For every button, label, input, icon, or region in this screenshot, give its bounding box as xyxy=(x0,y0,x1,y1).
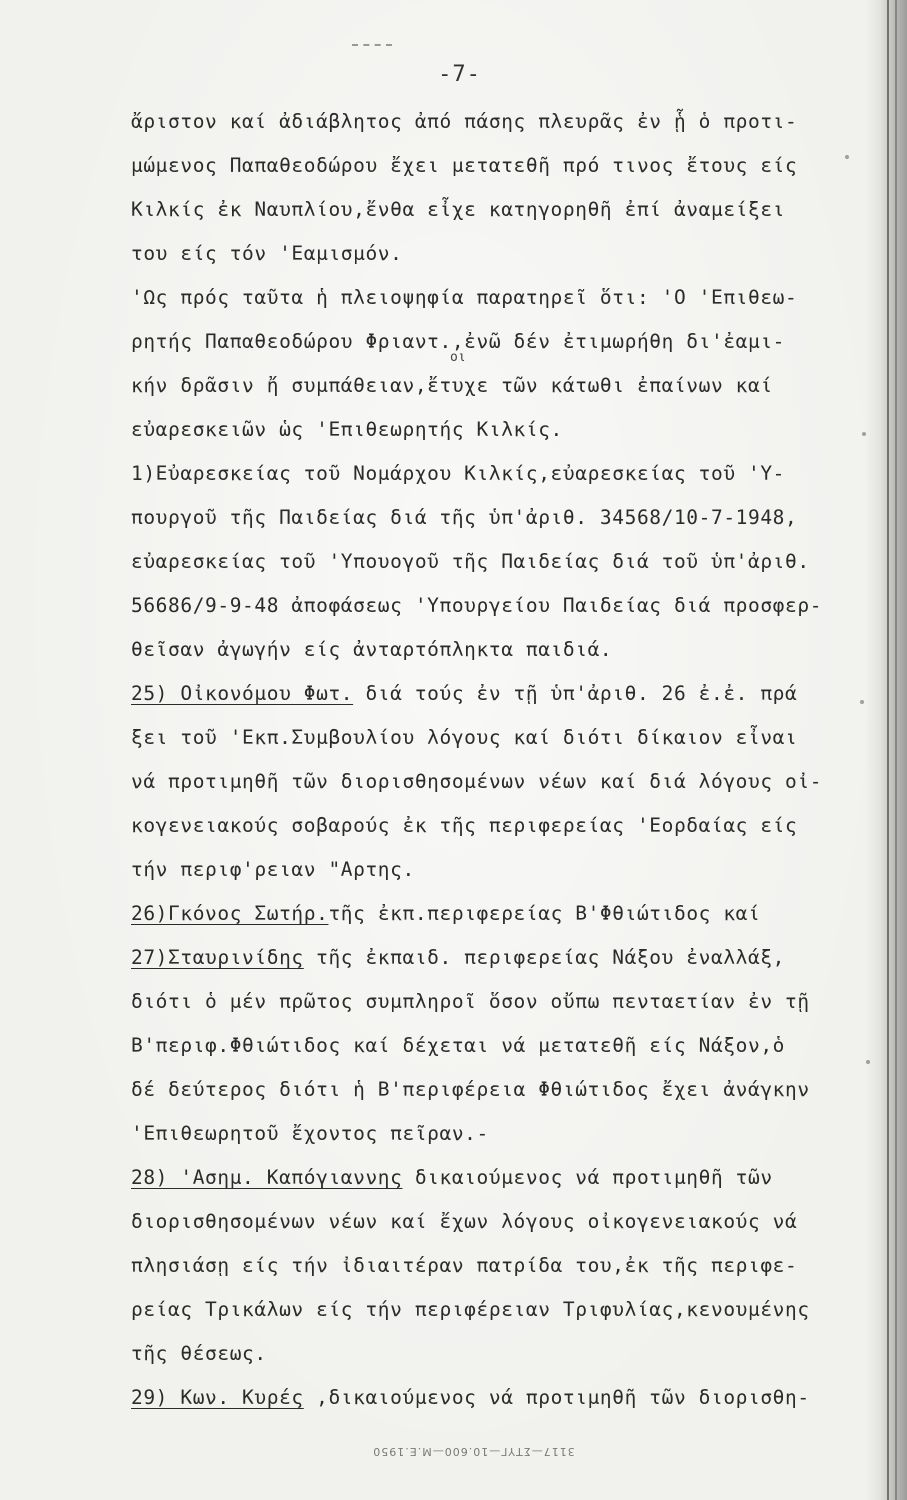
page-number: -7- xyxy=(438,62,481,87)
text-segment: 56686/9-9-48 ἀποφάσεως 'Υπουργείου Παιδείας διά προσφερ- xyxy=(131,594,823,617)
text-line xyxy=(131,1332,851,1376)
text-line xyxy=(131,1156,851,1200)
text-line xyxy=(131,980,851,1024)
text-line xyxy=(131,760,851,804)
text-line xyxy=(131,1024,851,1068)
text-segment: διορισθησομένων νέων καί ἔχων λόγους οἰκογενειακούς νά xyxy=(131,1210,798,1233)
text-segment: ,δικαιούμενος νά προτιμηθῆ τῶν διορισθη- xyxy=(303,1386,810,1409)
text-segment: ρείας Τρικάλων είς τήν περιφέρειαν Τριφυλίας,κενουμένης xyxy=(131,1298,810,1321)
typed-body-text xyxy=(131,100,851,1420)
printer-imprint: 3117—ΣΤΥΓ—10.600—Μ.Ε.1950 xyxy=(372,1445,575,1458)
margin-speck xyxy=(845,155,849,159)
text-line xyxy=(131,452,851,496)
interlinear-correction: οι xyxy=(450,350,466,365)
underlined-name: 28) 'Ασημ. Καπόγιαννης xyxy=(131,1166,403,1189)
text-segment: εὐαρεσκείας τοῦ 'Υπουογοῦ τῆς Παιδείας διά τοῦ ὑπ'ἀριθ. xyxy=(131,550,810,573)
text-line xyxy=(131,892,851,936)
text-line xyxy=(131,144,851,188)
text-segment: τῆς θέσεως. xyxy=(131,1342,267,1365)
text-line xyxy=(131,1068,851,1112)
top-dash-marks xyxy=(352,44,392,49)
text-line xyxy=(131,276,851,320)
margin-speck xyxy=(862,432,866,436)
text-segment: ἄριστον καί ἀδιάβλητος ἀπό πάσης πλευρᾶς ἐν ᾗ ὁ προτι- xyxy=(131,110,798,133)
binding-rule xyxy=(895,0,897,1500)
text-segment: 1)Εὐαρεσκείας τοῦ Νομάρχου Κιλκίς,εὐαρεσκείας τοῦ 'Υ- xyxy=(131,462,786,485)
text-segment: τήν περιφ'ρειαν "Αρτης. xyxy=(131,858,415,881)
text-segment: ρητής Παπαθεοδώρου Φριαντ.,ἐνῶ δέν ἐτιμωρήθη δι'ἐαμι- xyxy=(131,330,786,353)
text-segment: μώμενος Παπαθεοδώρου ἔχει μετατεθῆ πρό τινος ἔτους είς xyxy=(131,154,798,177)
text-line xyxy=(131,672,851,716)
text-segment: νά προτιμηθῆ τῶν διορισθησομένων νέων καί διά λόγους οἰ- xyxy=(131,770,823,793)
text-line xyxy=(131,848,851,892)
text-line xyxy=(131,1200,851,1244)
text-segment: δικαιούμενος νά προτιμηθῆ τῶν xyxy=(402,1166,773,1189)
underlined-name: 29) Κων. Κυρές xyxy=(131,1386,304,1409)
text-line xyxy=(131,188,851,232)
text-segment: δέ δεύτερος διότι ἡ Β'περιφέρεια Φθιώτιδος ἔχει ἀνάγκην xyxy=(131,1078,810,1101)
text-segment: πουργοῦ τῆς Παιδείας διά τῆς ὑπ'ἀριθ. 34568/10-7-1948, xyxy=(131,506,798,529)
text-segment: εὐαρεσκειῶν ὡς 'Επιθεωρητής Κιλκίς. xyxy=(131,418,563,441)
text-line xyxy=(131,408,851,452)
text-line xyxy=(131,936,851,980)
text-segment: Κιλκίς ἐκ Ναυπλίου,ἔνθα εἶχε κατηγορηθῆ ἐπί ἀναμείξει xyxy=(131,198,786,221)
text-line xyxy=(131,628,851,672)
text-line xyxy=(131,540,851,584)
text-line xyxy=(131,496,851,540)
text-segment: κήν δρᾶσιν ἤ συμπάθειαν,ἔτυχε τῶν κάτωθι ἐπαίνων καί xyxy=(131,374,773,397)
text-segment: του είς τόν 'Εαμισμόν. xyxy=(131,242,403,265)
text-segment: 'Επιθεωρητοῦ ἔχοντος πεῖραν.- xyxy=(131,1122,489,1145)
text-line xyxy=(131,1112,851,1156)
page-binding-edge xyxy=(865,0,907,1500)
text-line xyxy=(131,1288,851,1332)
underlined-name: 27)Σταυρινίδης xyxy=(131,946,304,969)
binding-rule xyxy=(887,0,889,1500)
text-line xyxy=(131,320,851,364)
underlined-name: 25) Οἰκονόμου Φωτ. xyxy=(131,682,354,705)
margin-speck xyxy=(860,700,864,704)
text-segment: διότι ὁ μέν πρῶτος συμπληροῖ ὅσον οὔπω πενταετίαν ἐν τῇ xyxy=(131,990,810,1013)
text-segment: τῆς ἐκπαιδ. περιφερείας Νάξου ἐναλλάξ, xyxy=(303,946,786,969)
text-line xyxy=(131,364,851,408)
text-line xyxy=(131,584,851,628)
underlined-name: 26)Γκόνος Σωτήρ. xyxy=(131,902,329,925)
margin-speck xyxy=(866,1060,870,1064)
text-segment: Β'περιφ.Φθιώτιδος καί δέχεται νά μετατεθῆ είς Νάξον,ὁ xyxy=(131,1034,786,1057)
text-segment: διά τούς ἐν τῇ ὑπ'ἀριθ. 26 ἐ.ἐ. πρά xyxy=(353,682,798,705)
text-segment: τῆς ἐκπ.περιφερείας Β'Φθιώτιδος καί xyxy=(328,902,761,925)
text-segment: θεῖσαν ἀγωγήν είς ἀνταρτόπληκτα παιδιά. xyxy=(131,638,613,661)
text-segment: ξει τοῦ 'Εκπ.Συμβουλίου λόγους καί διότι δίκαιον εἶναι xyxy=(131,726,798,749)
text-segment: κογενειακούς σοβαρούς ἐκ τῆς περιφερείας 'Εορδαίας είς xyxy=(131,814,798,837)
text-line xyxy=(131,1244,851,1288)
text-segment: πλησιάσῃ είς τήν ἰδιαιτέραν πατρίδα του,ἐκ τῆς περιφε- xyxy=(131,1254,798,1277)
text-line xyxy=(131,804,851,848)
text-line xyxy=(131,232,851,276)
text-line xyxy=(131,716,851,760)
text-line xyxy=(131,100,851,144)
text-line xyxy=(131,1376,851,1420)
text-segment: 'Ως πρός ταῦτα ἡ πλειοψηφία παρατηρεῖ ὅτι: 'Ο 'Επιθεω- xyxy=(131,286,798,309)
